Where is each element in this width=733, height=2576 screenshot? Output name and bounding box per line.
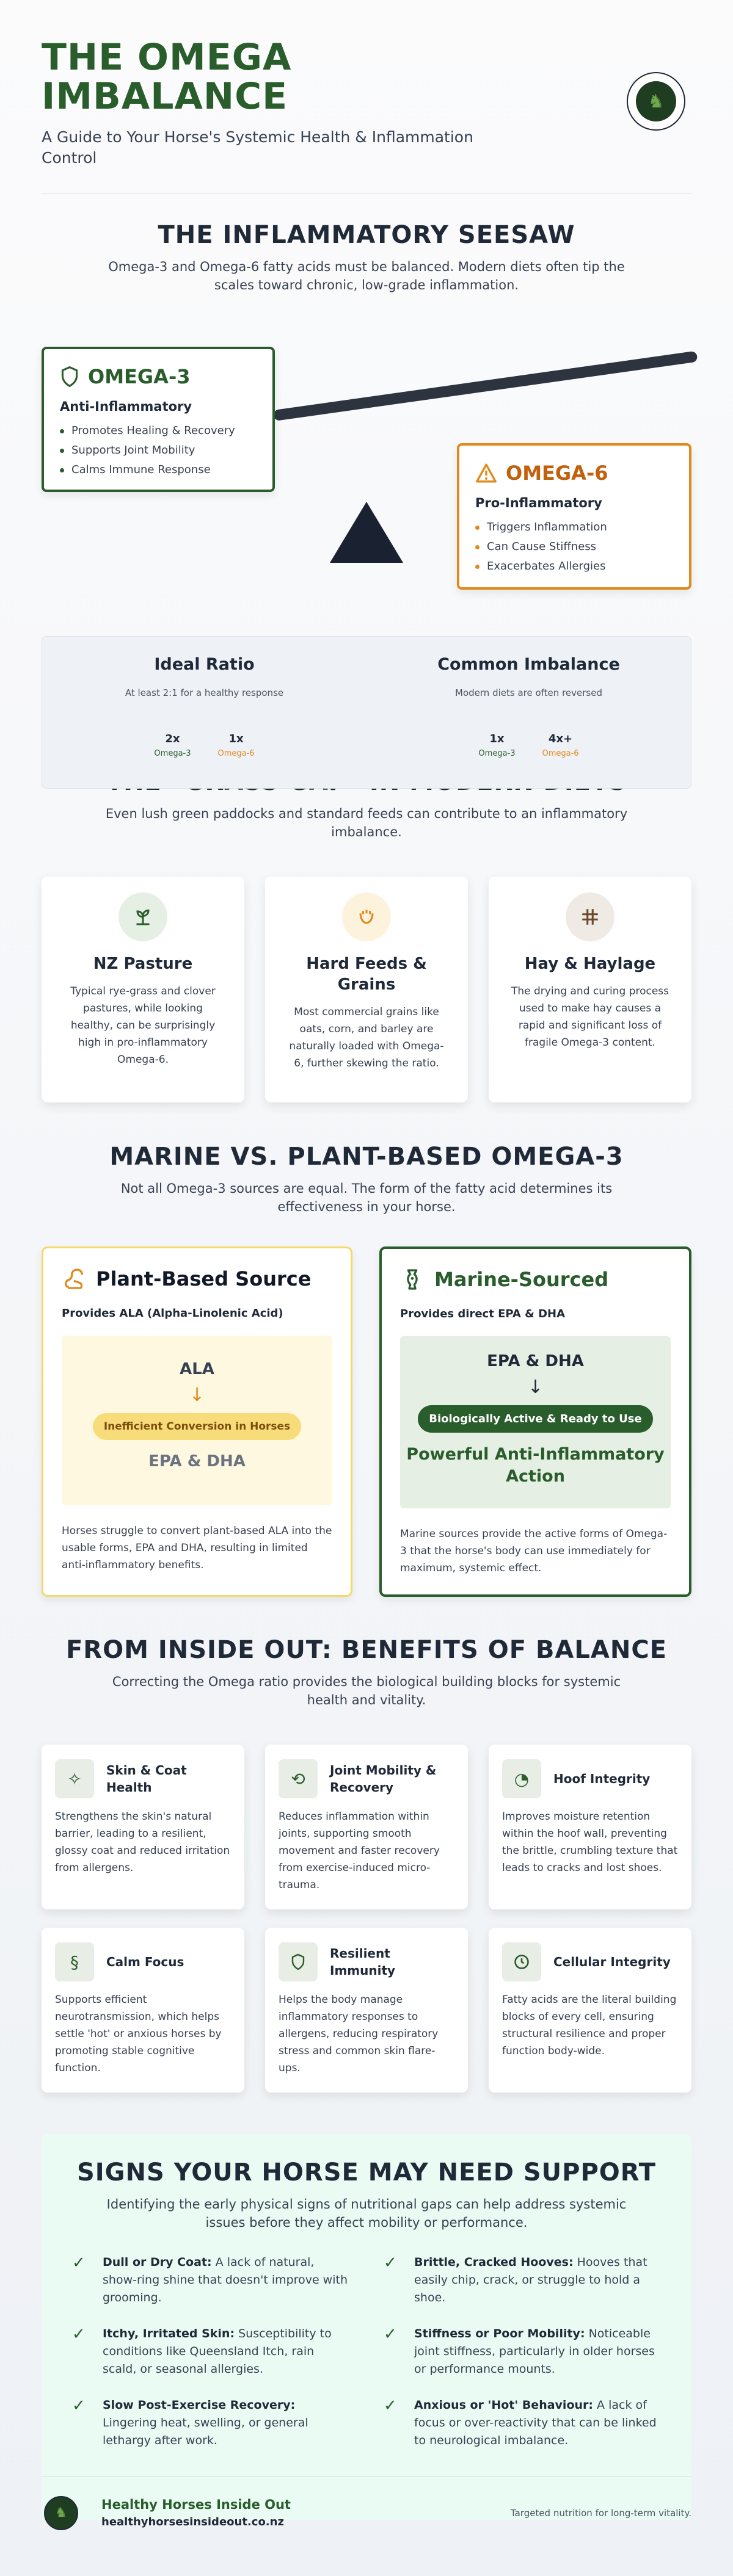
card-title: Hard Feeds & Grains	[306, 955, 427, 994]
sign-title: Dull or Dry Coat:	[103, 2256, 212, 2269]
ideal-ratio	[42, 637, 366, 788]
benefit-text: Helps the body manage inflammatory responses to allergens, reducing respiratory stress and common skin flare-ups.	[279, 1994, 439, 2074]
section-subtitle: Omega-3 and Omega-6 fatty acids must be balanced. Modern diets often tip the scales toward chronic, low-grade inflammation.	[108, 259, 625, 292]
header	[42, 0, 691, 194]
marine-action-panel	[400, 1336, 671, 1508]
seesaw-section	[42, 194, 691, 758]
section-subtitle: Identifying the early physical signs of nutritional gaps can help address systemic issues before they affect mobility or performance.	[106, 2197, 627, 2230]
omega6-card	[457, 443, 691, 590]
sprout-icon	[119, 892, 167, 941]
benefit-card-joint	[265, 1745, 468, 1909]
marine-source-card	[379, 1246, 691, 1597]
seesaw-beam	[273, 351, 698, 421]
page-subtitle: A Guide to Your Horse's Systemic Health & Inflammation Control	[42, 128, 473, 167]
clock-icon	[502, 1942, 541, 1981]
list-item: Can Cause Stiffness	[475, 537, 673, 557]
sign-title: Brittle, Cracked Hooves:	[414, 2256, 574, 2269]
omega6-tag: Pro-Inflammatory	[475, 496, 602, 510]
check-icon: ✓	[72, 2397, 86, 2415]
conversion-output: EPA & DHA	[148, 1452, 246, 1471]
conversion-input: ALA	[180, 1360, 214, 1378]
card-text: The drying and curing process used to make hay causes a rapid and significant loss of fragile Omega-3 content.	[511, 985, 669, 1049]
sign-title: Anxious or 'Hot' Behaviour:	[414, 2398, 593, 2412]
hard-feeds-card	[265, 877, 468, 1102]
list-item: Promotes Healing & Recovery	[60, 421, 257, 441]
arrow-down-icon: ↓	[527, 1377, 544, 1398]
footer-website-link[interactable]: healthyhorsesinsideout.co.nz	[101, 2516, 284, 2528]
plant-source-tag: Provides ALA (Alpha-Linolenic Acid)	[62, 1307, 283, 1320]
sign-desc: Lingering heat, swelling, or general lethargy after work.	[103, 2416, 308, 2447]
sign-item	[384, 2397, 661, 2450]
benefit-title: Cellular Integrity	[553, 1955, 671, 1969]
sign-desc: Hooves that easily chip, crack, or struggle to hold a shoe.	[414, 2256, 647, 2304]
list-item: Calms Immune Response	[60, 460, 257, 480]
ratio-label: Omega-6	[217, 749, 255, 758]
shield-icon	[279, 1942, 318, 1981]
seed-icon	[62, 1267, 86, 1291]
benefit-card-hoof	[489, 1745, 691, 1909]
footer-brand-name: Healthy Horses Inside Out	[101, 2497, 291, 2512]
card-text: Most commercial grains like oats, corn, and barley are naturally loaded with Omega-6, further skewing the ratio.	[289, 1006, 444, 1069]
section-subtitle: Correcting the Omega ratio provides the biological building blocks for systemic health and vitality.	[112, 1674, 621, 1707]
benefit-text: Fatty acids are the literal building blocks of every cell, ensuring structural resilience and proper function body-wide.	[502, 1994, 677, 2057]
arrow-down-icon: ↓	[189, 1384, 205, 1406]
plant-conversion-panel	[62, 1336, 332, 1505]
benefit-title: Resilient Immunity	[330, 1946, 396, 1978]
plant-source-text: Horses struggle to convert plant-based ALA into the usable forms, EPA and DHA, resulting in limited anti-inflammatory benefits.	[62, 1525, 332, 1571]
card-title: NZ Pasture	[93, 955, 193, 973]
title-line-2: IMBALANCE	[42, 75, 288, 118]
seesaw-fulcrum	[330, 502, 403, 563]
ratio-label: Omega-3	[154, 749, 191, 758]
benefit-text: Reduces inflammation within joints, supporting smooth movement and faster recovery from exercise-induced micro-trauma.	[279, 1811, 440, 1891]
section-title: SIGNS YOUR HORSE MAY NEED SUPPORT	[76, 2158, 657, 2187]
brand-logo	[627, 72, 685, 131]
section-title: MARINE VS. PLANT-BASED OMEGA-3	[109, 1143, 624, 1171]
sign-title: Stiffness or Poor Mobility:	[414, 2327, 585, 2340]
common-imbalance-desc: Modern diets are often reversed	[455, 687, 602, 698]
sign-item	[72, 2397, 349, 2450]
sign-desc: Noticeable joint stiffness, particularly in older horses or performance mounts.	[414, 2327, 655, 2376]
sign-item	[72, 2325, 349, 2378]
list-item: Supports Joint Mobility	[60, 441, 257, 460]
list-item: Triggers Inflammation	[475, 518, 673, 537]
ratio-value: 1x	[228, 733, 244, 745]
marine-outcome: Powerful Anti-Inflammatory Action	[406, 1445, 665, 1486]
check-icon: ✓	[72, 2254, 86, 2272]
card-text: Typical rye-grass and clover pastures, while looking healthy, can be surprisingly high in pro-inflammatory Omega-6.	[70, 985, 216, 1066]
seesaw-diagram	[42, 306, 691, 758]
active-badge: Biologically Active & Ready to Use	[418, 1405, 652, 1433]
ratio-label: Omega-3	[478, 749, 516, 758]
hay-icon	[566, 892, 614, 941]
marine-source-tag: Provides direct EPA & DHA	[400, 1308, 566, 1320]
omega6-name: OMEGA-6	[506, 461, 608, 485]
page-title	[42, 38, 469, 116]
footer	[42, 2476, 691, 2549]
signs-section	[42, 2134, 691, 2520]
omega3-name: OMEGA-3	[88, 365, 191, 388]
horse-icon: ♞	[44, 2496, 78, 2530]
conversion-badge: Inefficient Conversion in Horses	[93, 1413, 301, 1440]
sign-item	[72, 2254, 349, 2307]
ideal-ratio-title: Ideal Ratio	[154, 655, 255, 674]
marine-source-text: Marine sources provide the active forms of Omega-3 that the horse's body can use immediately for maximum, systemic effect.	[400, 1528, 668, 1574]
benefit-card-cellular	[489, 1928, 691, 2093]
card-title: Hay & Haylage	[524, 955, 656, 973]
plant-source-card	[42, 1246, 352, 1597]
check-icon: ✓	[72, 2325, 86, 2343]
benefit-text: Supports efficient neurotransmission, which helps settle 'hot' or anxious horses by promoting stable cognitive function.	[55, 1994, 222, 2074]
shield-icon	[60, 366, 79, 388]
pasture-card	[42, 877, 244, 1102]
benefit-text: Improves moisture retention within the hoof wall, preventing the brittle, crumbling texture that leads to cracks and lost shoes.	[502, 1811, 678, 1874]
joint-icon: ⟲	[279, 1759, 318, 1798]
ratio-value: 4x+	[548, 733, 573, 745]
sign-item	[384, 2254, 661, 2307]
section-title: THE INFLAMMATORY SEESAW	[158, 221, 575, 249]
title-line-1: THE OMEGA	[42, 36, 292, 79]
ratio-value: 1x	[489, 733, 505, 745]
hoof-icon: ◔	[502, 1759, 541, 1798]
benefits-section	[42, 1597, 691, 2093]
benefit-card-immunity	[265, 1928, 468, 2093]
sign-desc: A lack of natural, show-ring shine that doesn't improve with grooming.	[103, 2256, 348, 2304]
grain-icon	[342, 892, 391, 941]
omega3-tag: Anti-Inflammatory	[60, 399, 192, 414]
warning-icon	[475, 463, 497, 483]
omega3-card	[42, 347, 275, 492]
ratio-value: 2x	[165, 733, 180, 745]
section-subtitle: Even lush green paddocks and standard feeds can contribute to an inflammatory imbalance.	[105, 806, 628, 839]
benefit-title: Calm Focus	[106, 1955, 184, 1969]
section-subtitle: Not all Omega-3 sources are equal. The form of the fatty acid determines its effectiveness in your horse.	[120, 1181, 613, 1214]
hay-card	[489, 877, 691, 1102]
fish-icon	[400, 1267, 425, 1292]
omega3-list	[60, 421, 257, 480]
benefit-title: Joint Mobility & Recovery	[330, 1763, 437, 1795]
marine-source-title: Marine-Sourced	[434, 1268, 609, 1291]
ratio-label: Omega-6	[542, 749, 579, 758]
marine-vs-plant-section	[42, 1102, 691, 1597]
section-title: FROM INSIDE OUT: BENEFITS OF BALANCE	[65, 1636, 667, 1664]
sparkle-icon: ✧	[55, 1759, 94, 1798]
plant-source-title: Plant-Based Source	[96, 1267, 312, 1290]
benefit-title: Hoof Integrity	[553, 1771, 651, 1786]
list-item: Exacerbates Allergies	[475, 557, 673, 576]
benefit-text: Strengthens the skin's natural barrier, leading to a resilient, glossy coat and reduced irritation from allergens.	[55, 1811, 230, 1874]
check-icon: ✓	[384, 2325, 397, 2343]
sign-desc: Susceptibility to conditions like Queensland Itch, rain scald, or seasonal allergies.	[103, 2327, 332, 2376]
omega6-list	[475, 518, 673, 576]
benefit-card-skin	[42, 1745, 244, 1909]
common-imbalance-title: Common Imbalance	[437, 655, 620, 674]
footer-tagline: Targeted nutrition for long-term vitality.	[510, 2507, 691, 2519]
check-icon: ✓	[384, 2254, 397, 2272]
brain-icon: §	[55, 1942, 94, 1981]
benefit-title: Skin & Coat Health	[106, 1763, 187, 1795]
active-forms: EPA & DHA	[487, 1352, 584, 1370]
sign-item	[384, 2325, 661, 2378]
sign-desc: A lack of focus or over-reactivity that can be linked to neurological imbalance.	[414, 2398, 657, 2447]
benefit-card-calm	[42, 1928, 244, 2093]
common-imbalance	[366, 637, 691, 788]
horse-icon: ♞	[636, 81, 676, 121]
ratio-comparison	[42, 636, 691, 789]
sign-title: Slow Post-Exercise Recovery:	[103, 2398, 296, 2412]
sign-title: Itchy, Irritated Skin:	[103, 2327, 235, 2340]
check-icon: ✓	[384, 2397, 397, 2415]
ideal-ratio-desc: At least 2:1 for a healthy response	[125, 687, 284, 698]
